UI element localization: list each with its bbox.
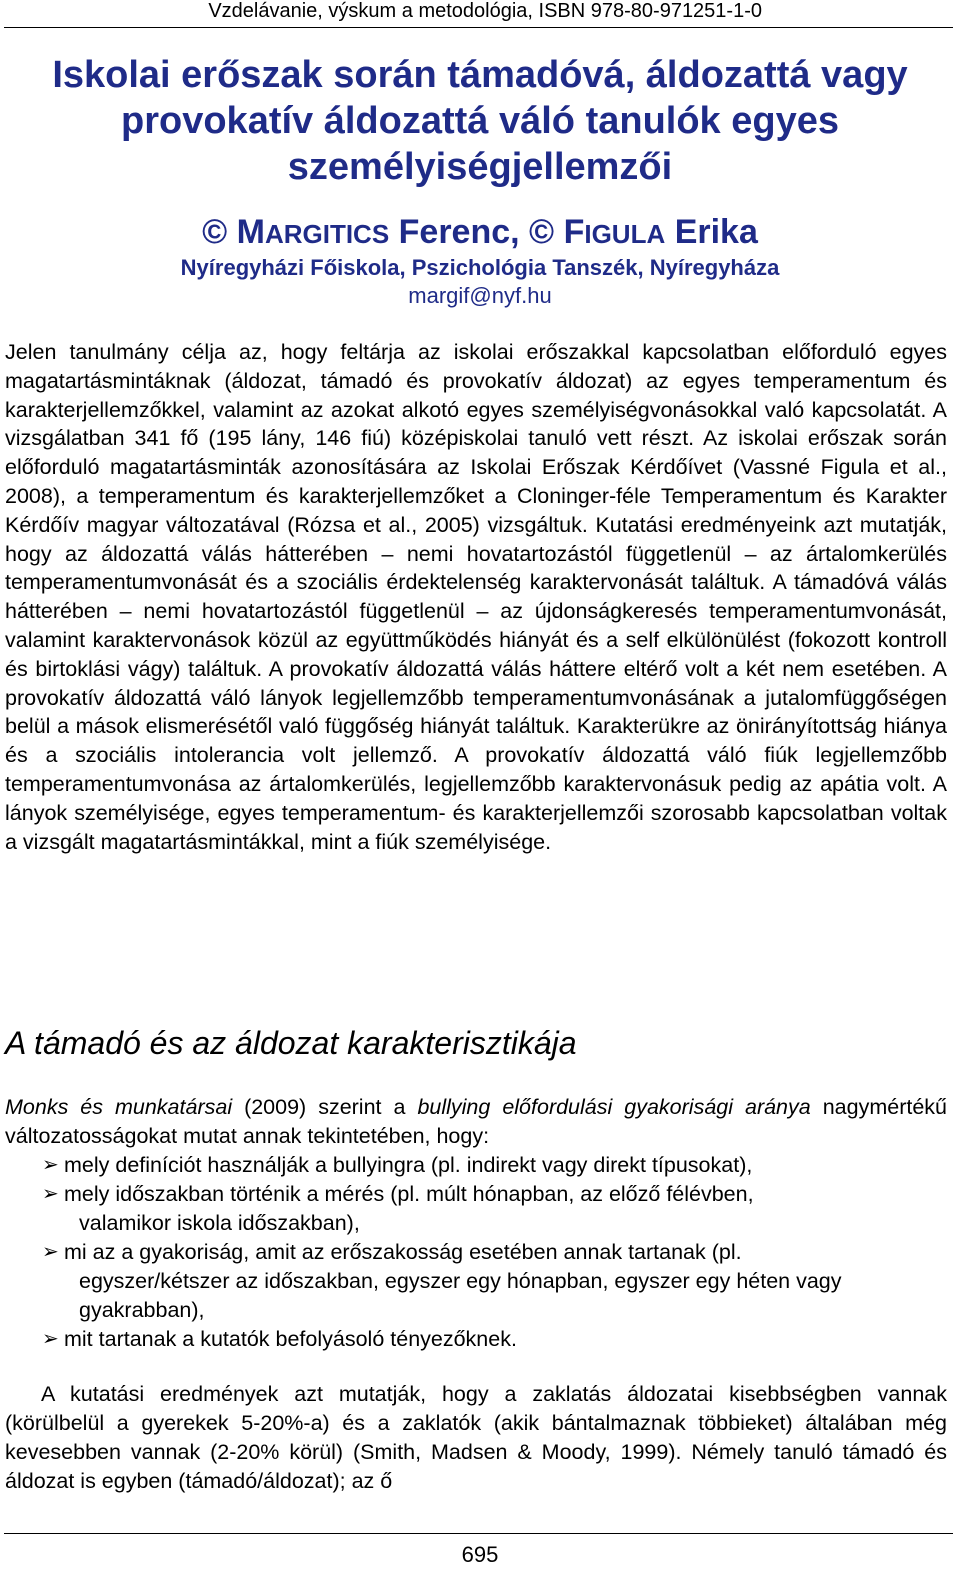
list-item: ➢ mi az a gyakoriság, amit az erőszakosság esetében annak tartanak (pl. egyszer/kétszer az időszakban, egyszer egy hónapban, egyszer egy héten vagy gyakrabban), bbox=[42, 1240, 842, 1322]
list-item: ➢ mely időszakban történik a mérés (pl. múlt hónapban, az előző félévben, valamikor iskola időszakban), bbox=[42, 1182, 754, 1235]
running-header: Vzdelávanie, výskum a metodológia, ISBN 978-80-971251-1-0 bbox=[208, 0, 762, 22]
author-email-link[interactable]: margif@nyf.hu bbox=[408, 283, 552, 308]
results-paragraph: A kutatási eredmények azt mutatják, hogy a zaklatás áldozatai kisebbségben vannak (körülbelül a gyerekek 5-20%-a) és a zaklatók (akik bántalmaznak többieket) általában még kevesebben vannak (2-20% körül) (Smith, Madsen & Moody, 1999). Némely tanuló támadó és áldozat is egyben (támadó/áldozat); az ő bbox=[5, 1382, 947, 1493]
author-1-given: Ferenc, bbox=[398, 213, 520, 251]
bullet-list bbox=[42, 1151, 922, 1354]
arrow-bullet-icon: ➢ bbox=[42, 1154, 59, 1176]
arrow-bullet-icon: ➢ bbox=[42, 1328, 59, 1350]
title-line-1: Iskolai erőszak során támadóvá, áldozattá vagy bbox=[52, 54, 908, 96]
author-list bbox=[0, 212, 960, 254]
section-heading: A támadó és az áldozat karakterisztikája bbox=[5, 1025, 577, 1061]
author-1-surname: MARGITICS bbox=[236, 213, 390, 251]
affiliation: Nyíregyházi Főiskola, Pszichológia Tanszék, Nyíregyháza bbox=[180, 255, 780, 280]
page-number: 695 bbox=[461, 1542, 499, 1567]
arrow-bullet-icon: ➢ bbox=[42, 1183, 59, 1205]
title-line-3: személyiségjellemzői bbox=[287, 146, 673, 188]
arrow-bullet-icon: ➢ bbox=[42, 1241, 59, 1263]
list-item: ➢ mely definíciót használják a bullyingra (pl. indirekt vagy direkt típusokat), bbox=[42, 1151, 922, 1180]
copyright-icon: © bbox=[202, 213, 228, 251]
footer-divider bbox=[4, 1533, 953, 1534]
author-2-given: Erika bbox=[674, 213, 758, 251]
author-2-surname: FIGULA bbox=[563, 213, 666, 251]
title-line-2: provokatív áldozattá váló tanulók egyes bbox=[121, 100, 839, 142]
header-divider bbox=[4, 27, 953, 28]
list-item: ➢ mit tartanak a kutatók befolyásoló tényezőknek. bbox=[42, 1325, 922, 1354]
paper-title bbox=[0, 52, 960, 190]
intro-paragraph: Monks és munkatársai (2009) szerint a bullying előfordulási gyakorisági aránya nagymértékű változatosságokat mutat annak tekintetében, hogy: bbox=[5, 1095, 947, 1148]
abstract: Jelen tanulmány célja az, hogy feltárja az iskolai erőszakkal kapcsolatban előforduló egyes magatartásmintáknak (áldozat, támadó és provokatív áldozat) az egyes temperamentum és karakterjellemzőkkel, valamint az azokat alkotó egyes személyiségvonásokkal való kapcsolatát. A vizsgálatban 341 fő (195 lány, 146 fiú) középiskolai tanuló vett részt. Az iskolai erőszak során előforduló magatartásminták azonosítására az Iskolai Erőszak Kérdőívet (Vassné Figula et al., 2008), a temperamentum és karakterjellemzőket a Cloninger-féle Temperamentum és Karakter Kérdőív magyar változatával (Rózsa et al., 2005) vizsgáltuk. Kutatási eredményeink azt mutatják, hogy az áldozattá válás hátterében – nemi hovatartozástól függetlenül – az ártalomkerülés temperamentumvonását és a szociális érdektelenség karaktervonását találtuk. A támadóvá válás hátterében – nemi hovatartozástól függetlenül – az újdonságkeresés temperamentumvonását, valamint karaktervonások közül az együttműködés hiányát és a self elkülönülést (fokozott kontroll és birtoklási vágy) találtuk. A provokatív áldozattá válás háttere eltérő volt a két nem esetében. A provokatív áldozattá váló lányok legjellemzőbb temperamentumvonásának a jutalomfüggőségen belül a mások elismerésétől való függőség hiányát találtuk. Karakterükre az önirányítottság hiánya és a szociális intolerancia volt jellemző. A provokatív áldozattá váló fiúk legjellemzőbb temperamentumvonása az ártalomkerülés, legjellemzőbb karaktervonásuk pedig az apátia volt. A lányok személyisége, egyes temperamentum- és karakterjellemzői szorosabb kapcsolatban voltak a vizsgált magatartásmintákkal, mint a fiúk személyisége. bbox=[5, 340, 947, 854]
copyright-icon: © bbox=[529, 213, 555, 251]
